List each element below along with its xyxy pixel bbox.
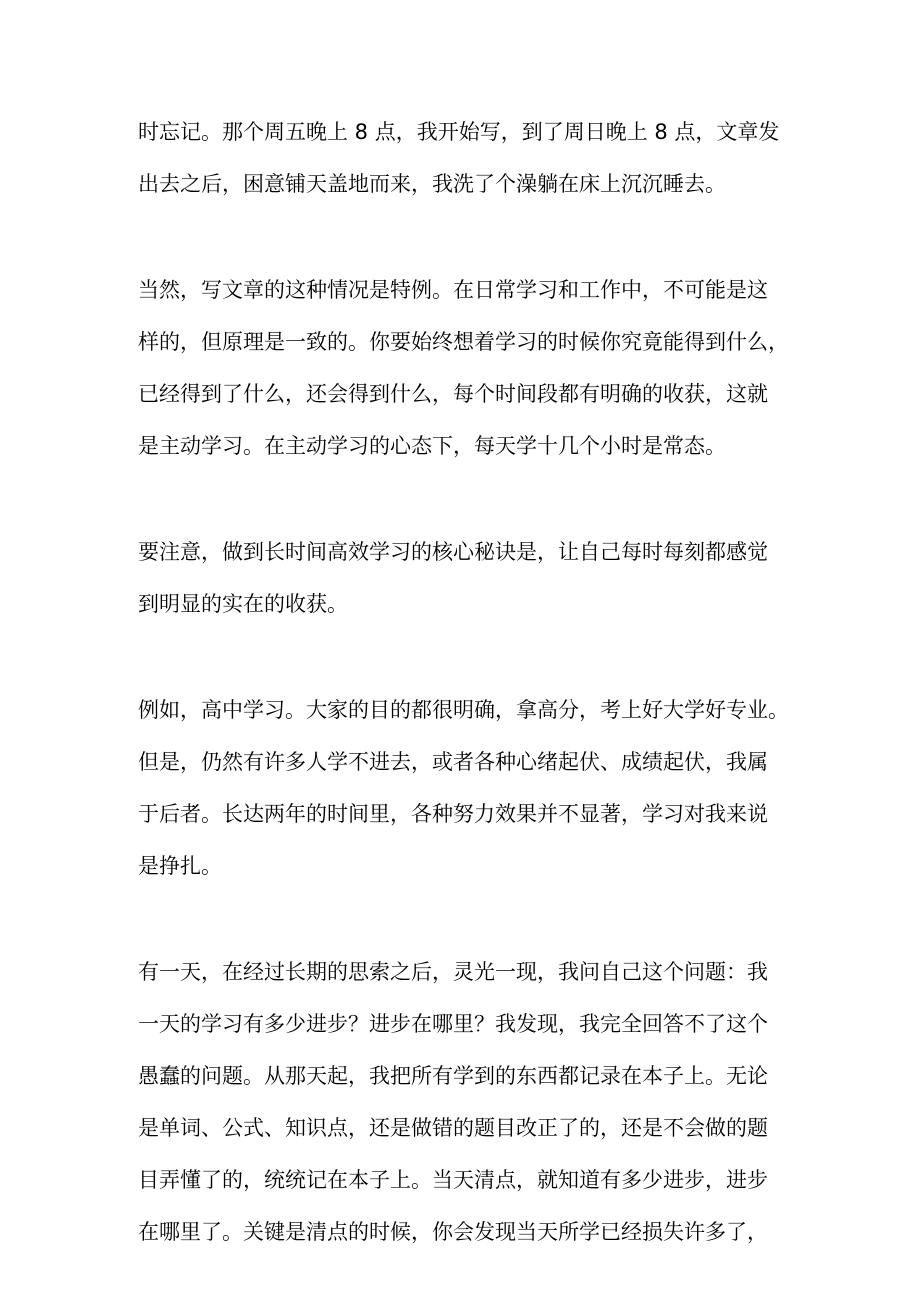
- text-line: 愚蠢的问题。从那天起，我把所有学到的东西都记录在本子上。无论: [138, 1064, 768, 1088]
- text-line: 已经得到了什么，还会得到什么，每个时间段都有明确的收获，这就: [138, 382, 768, 406]
- text-line: 例如，高中学习。大家的目的都很明确，拿高分，考上好大学好专业。: [138, 698, 789, 722]
- text-line: 在哪里了。关键是清点的时候，你会发现当天所学已经损失许多了，: [138, 1220, 768, 1244]
- document-body: [138, 106, 798, 1312]
- text-line: 时忘记。那个周五晚上 8 点，我开始写，到了周日晚上 8 点，文章发: [138, 120, 780, 144]
- paragraph-2: [138, 264, 798, 472]
- text-line: 当然，写文章的这种情况是特例。在日常学习和工作中，不可能是这: [138, 278, 768, 302]
- text-line: 是单词、公式、知识点，还是做错的题目改正了的，还是不会做的题: [138, 1116, 768, 1140]
- paragraph-1: [138, 106, 798, 210]
- paragraph-3: [138, 526, 798, 630]
- text-line: 要注意，做到长时间高效学习的核心秘诀是，让自己每时每刻都感觉: [138, 540, 768, 564]
- text-line: 但是，仍然有许多人学不进去，或者各种心绪起伏、成绩起伏，我属: [138, 750, 768, 774]
- paragraph-5: [138, 946, 798, 1258]
- paragraph-4: [138, 684, 798, 892]
- text-line: 有一天，在经过长期的思索之后，灵光一现，我问自己这个问题：我: [138, 960, 768, 984]
- text-line: 是主动学习。在主动学习的心态下，每天学十几个小时是常态。: [138, 434, 726, 458]
- text-line: 于后者。长达两年的时间里，各种努力效果并不显著，学习对我来说: [138, 802, 768, 826]
- text-line: 出去之后，困意铺天盖地而来，我洗了个澡躺在床上沉沉睡去。: [138, 172, 726, 196]
- text-line: 样的，但原理是一致的。你要始终想着学习的时候你究竟能得到什么，: [138, 330, 789, 354]
- text-line: 是挣扎。: [138, 854, 222, 878]
- text-line: 到明显的实在的收获。: [138, 592, 348, 616]
- text-line: 目弄懂了的，统统记在本子上。当天清点，就知道有多少进步，进步: [138, 1168, 768, 1192]
- text-line: 一天的学习有多少进步？进步在哪里？我发现，我完全回答不了这个: [138, 1012, 768, 1036]
